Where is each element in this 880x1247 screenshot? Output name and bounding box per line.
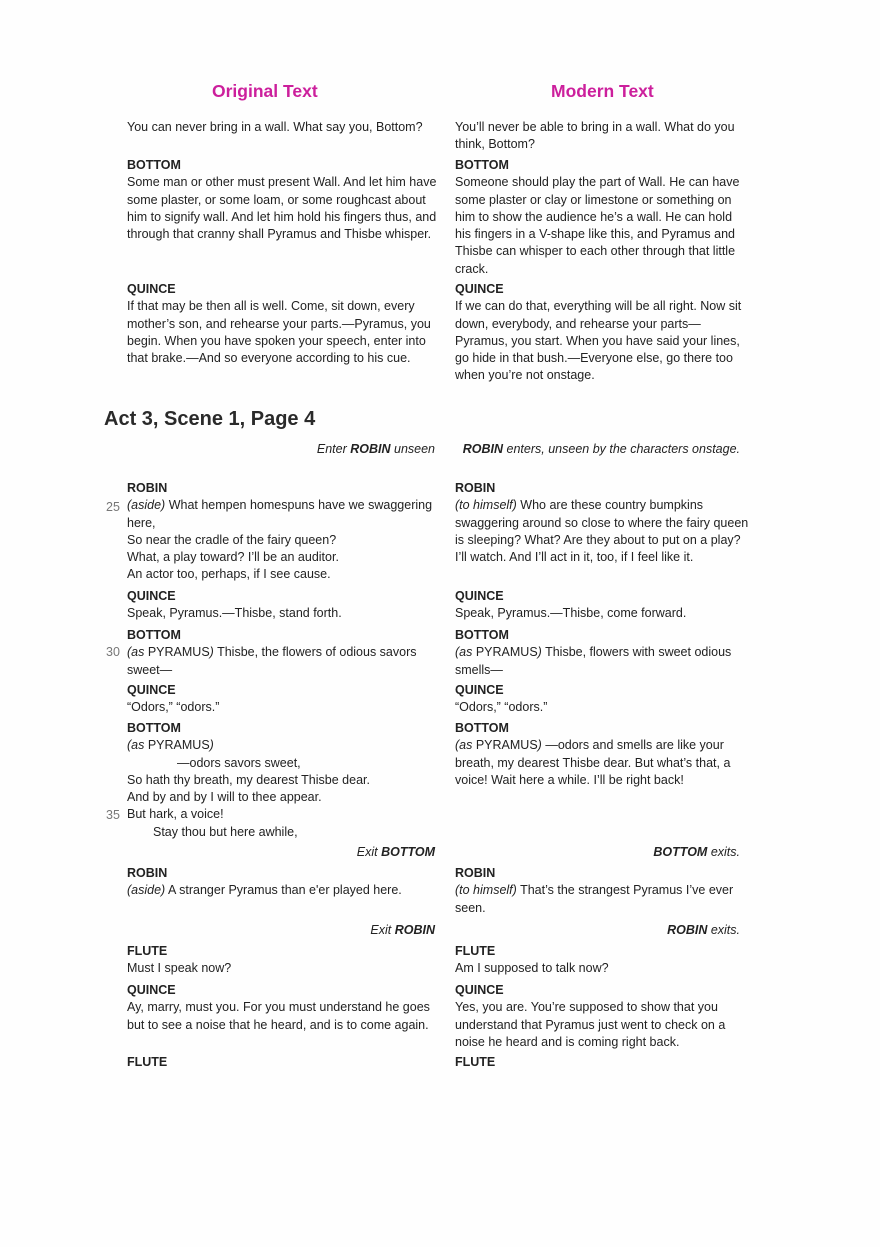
speaker-name: FLUTE (455, 1055, 496, 1069)
modern-bottom-speech-1 (455, 627, 750, 679)
speech-text: (to himself) That’s the strangest Pyramus I’ve ever seen. (455, 883, 734, 915)
speech-text: “Odors,” “odors.” (127, 700, 220, 715)
speech-text: Yes, you are. You’re supposed to show that you understand that Pyramus just went to check on a noise he heard and is coming right back. (455, 1000, 726, 1049)
speech-text: Speak, Pyramus.—Thisbe, stand forth. (127, 606, 342, 621)
speech-line: But hark, a voice! (127, 807, 224, 822)
speech-line: Stay thou but here awhile, (153, 824, 298, 839)
original-exit-bottom-direction: Exit BOTTOM (356, 845, 435, 859)
modern-quince-speech (455, 281, 750, 385)
original-quince-speech-2 (127, 682, 439, 717)
speech-line: (as PYRAMUS) (127, 738, 214, 753)
speech-text: Some man or other must present Wall. And let him have some plaster, or some loam, or some roughcast about him to signify wall. And let him hold his fingers thus, and through that cranny shall Pyramus and Thisbe whisper. (127, 175, 437, 242)
original-enter-direction: Enter ROBIN unseen (316, 442, 435, 456)
original-bottom-speech-1 (127, 627, 439, 679)
modern-enter-direction: ROBIN enters, unseen by the characters onstage. (462, 442, 740, 456)
speech-text: (to himself) Who are these country bumpkins swaggering around so close to where the fairy queen is sleeping? What? Are they about to put on a play? I’ll watch. And I’ll act in it, too, if I feel like it. (455, 498, 749, 565)
modern-quince-speech-2 (455, 682, 750, 717)
speaker-name: ROBIN (455, 866, 496, 880)
modern-bottom-speech-2 (455, 720, 750, 789)
modern-exit-robin-direction: ROBIN exits. (667, 923, 740, 937)
speaker-name: FLUTE (455, 944, 496, 958)
speaker-name: QUINCE (455, 983, 504, 997)
speaker-name: BOTTOM (455, 158, 509, 172)
speaker-name: FLUTE (127, 1055, 168, 1069)
speaker-name: QUINCE (455, 683, 504, 697)
speech-text: “Odors,” “odors.” (455, 700, 548, 715)
modern-exit-bottom-direction: BOTTOM exits. (653, 845, 740, 859)
modern-intro-line: You’ll never be able to bring in a wall. What do you think, Bottom? (455, 120, 735, 152)
speaker-name: ROBIN (455, 481, 496, 495)
original-robin-speech-2 (127, 865, 439, 900)
original-quince-speech-1 (127, 588, 439, 623)
modern-text-header: Modern Text (551, 81, 654, 101)
speaker-name: QUINCE (127, 282, 176, 296)
original-bottom-speech (127, 157, 439, 243)
speaker-name: QUINCE (455, 282, 504, 296)
modern-bottom-speech (455, 157, 750, 278)
original-text-header: Original Text (212, 81, 318, 101)
speaker-name: BOTTOM (127, 721, 181, 735)
original-quince-speech (127, 281, 439, 367)
original-flute-speech-1 (127, 943, 439, 978)
speech-text: If that may be then all is well. Come, sit down, every mother’s son, and rehearse your parts.—Pyramus, you begin. When you have spoken your speech, enter into that brake.—And so everyone according to his cue. (127, 299, 431, 366)
speaker-name: BOTTOM (455, 628, 509, 642)
speech-text: Speak, Pyramus.—Thisbe, come forward. (455, 606, 687, 621)
scene-title: Act 3, Scene 1, Page 4 (104, 408, 316, 430)
speech-text: If we can do that, everything will be all right. Now sit down, everybody, and rehearse your parts—Pyramus, you start. When you have said your lines, go hide in that bush.—Everyone else, go there too when you’re not onstage. (455, 299, 742, 383)
original-flute-speaker-2 (127, 1054, 439, 1071)
speaker-name: ROBIN (127, 866, 168, 880)
speech-line: And by and by I will to thee appear. (127, 790, 322, 805)
modern-flute-speaker-2 (455, 1054, 750, 1071)
speaker-name: ROBIN (127, 481, 168, 495)
speaker-name: FLUTE (127, 944, 168, 958)
speaker-name: BOTTOM (127, 628, 181, 642)
speech-text: (as PYRAMUS) —odors and smells are like your breath, my dearest Thisbe dear. But what’s that, a voice! Wait here a while. I’ll be right back! (455, 738, 731, 787)
line-number-25: 25 (106, 500, 120, 514)
speech-text: (aside) A stranger Pyramus than e'er played here. (127, 883, 402, 898)
original-bottom-speech-2 (127, 720, 439, 841)
line-number-30: 30 (106, 645, 120, 659)
modern-robin-speech-1 (455, 480, 750, 566)
speech-line: What, a play toward? I’ll be an auditor. (127, 550, 339, 565)
speech-line: So near the cradle of the fairy queen? (127, 532, 337, 547)
speech-text: (as PYRAMUS) Thisbe, the flowers of odious savors sweet— (127, 645, 417, 677)
speaker-name: QUINCE (127, 983, 176, 997)
speaker-name: QUINCE (127, 589, 176, 603)
speech-text: Ay, marry, must you. For you must understand he goes but to see a noise that he heard, and is to come again. (127, 1000, 430, 1032)
speaker-name: QUINCE (127, 683, 176, 697)
original-robin-speech-1 (127, 480, 439, 584)
speech-text: Must I speak now? (127, 961, 232, 976)
original-intro-line: You can never bring in a wall. What say you, Bottom? (127, 120, 423, 134)
modern-quince-speech-1 (455, 588, 750, 623)
original-quince-speech-3 (127, 982, 439, 1034)
modern-robin-speech-2 (455, 865, 750, 917)
modern-quince-speech-3 (455, 982, 750, 1051)
speech-line: So hath thy breath, my dearest Thisbe dear. (127, 772, 370, 787)
speaker-name: QUINCE (455, 589, 504, 603)
original-exit-robin-direction: Exit ROBIN (370, 923, 435, 937)
modern-flute-speech-1 (455, 943, 750, 978)
speaker-name: BOTTOM (455, 721, 509, 735)
speaker-name: BOTTOM (127, 158, 181, 172)
speech-text: (as PYRAMUS) Thisbe, flowers with sweet odious smells— (455, 645, 732, 677)
speech-line: (aside) What hempen homespuns have we swaggering here, (127, 498, 433, 530)
speech-line: An actor too, perhaps, if I see cause. (127, 567, 331, 582)
speech-text: Am I supposed to talk now? (455, 961, 609, 976)
speech-text: Someone should play the part of Wall. He can have some plaster or clay or limestone or something on him to show the audience he’s a wall. He can hold his fingers in a V-shape like this, and Pyramus and Thisbe can whisper to each other through that little crack. (455, 175, 740, 276)
speech-line: —odors savors sweet, (177, 755, 301, 770)
line-number-35: 35 (106, 808, 120, 822)
